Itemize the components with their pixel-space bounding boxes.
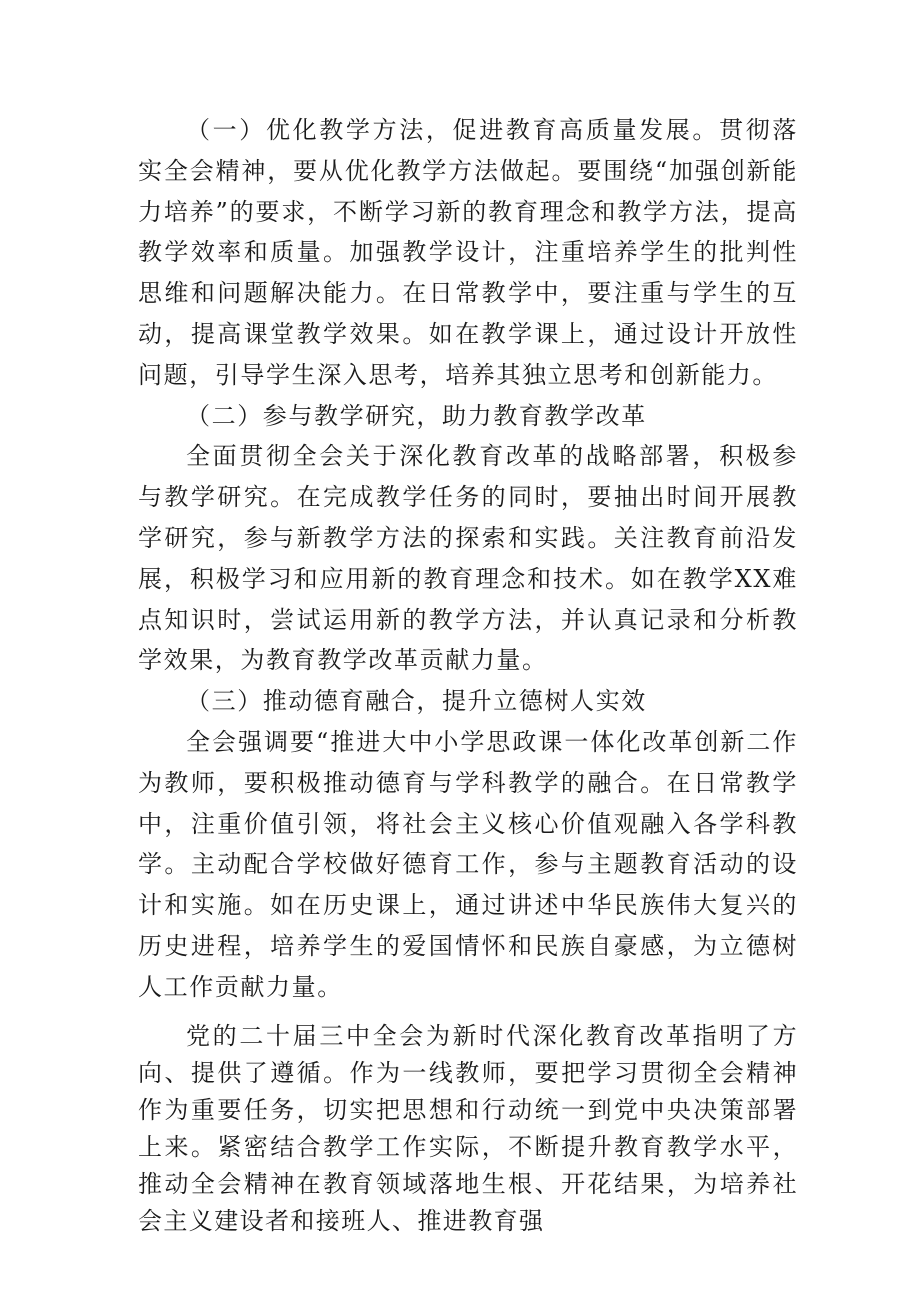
document-body xyxy=(138,110,798,1240)
section-1-paragraph: （一）优化教学方法，促进教育高质量发展。贯彻落实全会精神，要从优化教学方法做起。要围绕“加强创新能力培养”的要求，不断学习新的教育理念和教学方法，提高教学效率和质量。加强教学设计，注重培养学生的批判性思维和问题解决能力。在日常教学中，要注重与学生的互动，提高课堂教学效果。如在教学课上，通过设计开放性问题，引导学生深入思考，培养其独立思考和创新能力。 xyxy=(138,116,798,389)
conclusion-paragraph: 党的二十届三中全会为新时代深化教育改革指明了方向、提供了遵循。作为一线教师，要把学习贯彻全会精神作为重要任务，切实把思想和行动统一到党中央决策部署上来。紧密结合教学工作实际，不断提升教育教学水平，推动全会精神在教育领域落地生根、开花结果，为培养社会主义建设者和接班人、推进教育强 xyxy=(138,1021,798,1235)
section-3-paragraph: 全会强调要“推进大中小学思政课一体化改革创新二作为教师，要积极推动德育与学科教学的融合。在日常教学中，注重价值引领，将社会主义核心价值观融入各学科教学。主动配合学校做好德育工作，参与主题教育活动的设计和实施。如在历史课上，通过讲述中华民族伟大复兴的历史进程，培养学生的爱国情怀和民族自豪感，为立德树人工作贡献力量。 xyxy=(138,727,798,1001)
section-2-heading: （二）参与教学研究，助力教育教学改革 xyxy=(186,401,647,430)
section-3-heading: （三）推动德育融合，提升立德树人实效 xyxy=(186,687,647,716)
section-2-paragraph: 全面贯彻全会关于深化教育改革的战略部署，积极参与教学研究。在完成教学任务的同时，要抽出时间开展教学研究，参与新教学方法的探索和实践。关注教育前沿发展，积极学习和应用新的教育理念和技术。如在教学XX难点知识时，尝试运用新的教学方法，并认真记录和分析教学效果，为教育教学改革贡献力量。 xyxy=(138,442,798,675)
